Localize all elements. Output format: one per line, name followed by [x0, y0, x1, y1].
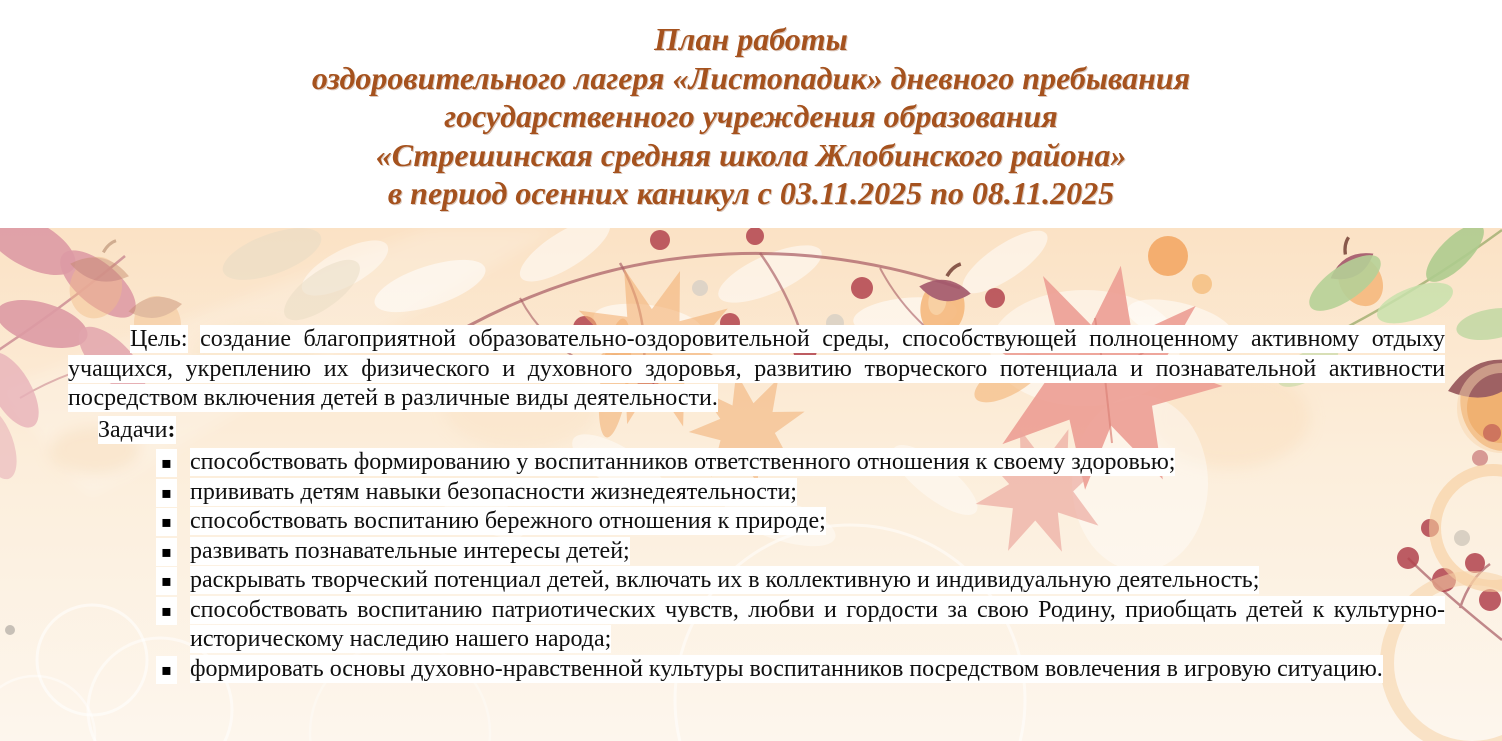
- title-line-3: государственного учреждения образования: [444, 98, 1058, 135]
- task-item: [68, 596, 1445, 655]
- bullet-marker: ▪: [156, 567, 177, 595]
- task-text: развивать познавательные интересы детей;: [190, 537, 630, 564]
- title-line-1: План работы: [654, 21, 848, 57]
- document-title: [0, 20, 1502, 213]
- goal-paragraph: [68, 325, 1445, 414]
- tasks-heading: [68, 416, 1445, 446]
- task-item: [68, 566, 1445, 596]
- bullet-marker: ▪: [156, 656, 177, 684]
- tasks-list: [68, 448, 1445, 684]
- bullet-marker: ▪: [156, 508, 177, 536]
- task-text: прививать детям навыки безопасности жизнедеятельности;: [190, 478, 797, 505]
- title-line-2: оздоровительного лагеря «Листопадик» дневного пребывания: [311, 59, 1191, 96]
- task-item: [68, 655, 1445, 685]
- task-text: раскрывать творческий потенциал детей, включать их в коллективную и индивидуальную деятельность;: [190, 567, 1260, 593]
- task-text: способствовать воспитанию патриотических чувств, любви и гордости за свою Родину, приобщать детей к культурно-историческому наследию нашего народа;: [190, 596, 1445, 652]
- goal-text: создание благоприятной образовательно-оздоровительной среды, способствующей полноценному активному отдыху учащихся, укреплению их физического и духовного здоровья, развитию творческого потенциала и познавательной активности посредством включения детей в различные виды деятельности.: [68, 326, 1445, 411]
- title-line-4: «Стрешинская средняя школа Жлобинского района»: [375, 136, 1127, 173]
- task-text: способствовать воспитанию бережного отношения к природе;: [190, 508, 826, 534]
- task-item: [68, 507, 1445, 537]
- bullet-marker: ▪: [156, 479, 177, 507]
- task-item: [68, 537, 1445, 567]
- title-line-5: в период осенних каникул с 03.11.2025 по 08.11.2025: [387, 175, 1115, 212]
- goal-label: Цель:: [130, 326, 188, 352]
- bullet-marker: ▪: [156, 538, 177, 566]
- tasks-label: Задачи: [98, 416, 168, 443]
- tasks-colon: :: [167, 416, 176, 443]
- bullet-marker: ▪: [156, 597, 177, 625]
- bullet-marker: ▪: [156, 449, 177, 477]
- task-text: формировать основы духовно-нравственной культуры воспитанников посредством вовлечения в игровую ситуацию.: [190, 655, 1383, 682]
- document-body: [68, 325, 1445, 684]
- task-item: [68, 448, 1445, 478]
- gray-dot-decor: [5, 625, 15, 635]
- task-text: способствовать формированию у воспитанников ответственного отношения к своему здоровью;: [190, 449, 1176, 475]
- task-item: [68, 478, 1445, 508]
